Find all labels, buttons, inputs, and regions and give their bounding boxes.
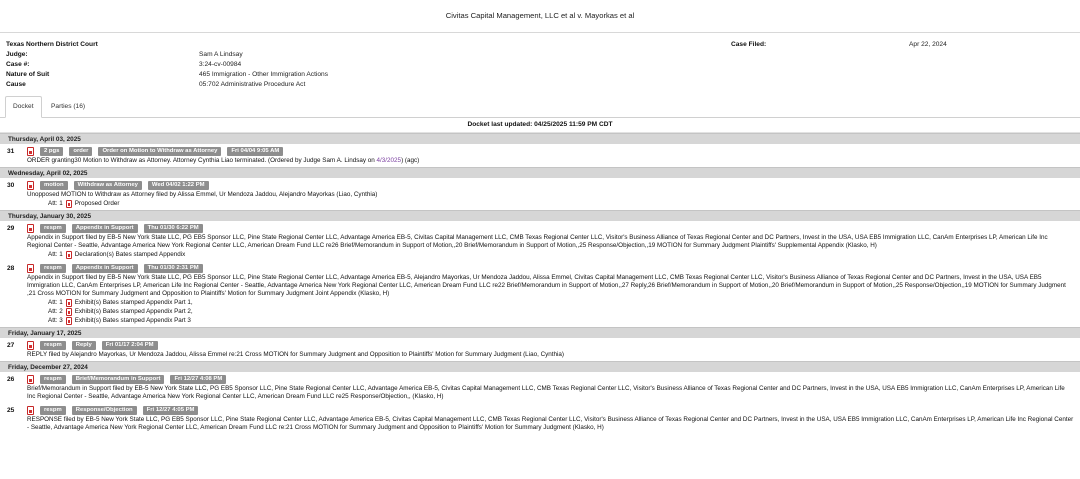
docket-entry	[0, 144, 1080, 167]
entry-number: 30	[7, 182, 15, 189]
attachment-label: Att: 1	[48, 299, 63, 306]
pdf-icon[interactable]	[27, 264, 34, 273]
pdf-icon[interactable]	[27, 341, 34, 350]
entry-description	[27, 416, 1076, 432]
header-bar	[0, 0, 1080, 33]
attachment-name[interactable]: Proposed Order	[74, 200, 120, 207]
pdf-icon[interactable]	[27, 375, 34, 384]
judge-label: Judge:	[6, 51, 28, 58]
attachment[interactable]	[27, 316, 1076, 325]
entry-tag[interactable]: Thu 01/30 2:31 PM	[144, 264, 203, 273]
entry-tag[interactable]: Wed 04/02 1:22 PM	[148, 181, 209, 190]
entry-tag[interactable]: respm	[40, 341, 66, 350]
entry-tags	[27, 405, 1076, 415]
entry-tags	[27, 146, 1076, 156]
day-header: Friday, December 27, 2024	[0, 361, 1080, 372]
nature-of-suit-label: Nature of Suit	[6, 71, 50, 78]
entry-tag[interactable]: respm	[40, 375, 66, 384]
entry-tag[interactable]: Thu 01/30 6:22 PM	[144, 224, 203, 233]
entry-tag[interactable]: respm	[40, 264, 66, 273]
entry-tag[interactable]: Response/Objection	[72, 406, 137, 415]
date-link[interactable]: 4/3/2025	[376, 157, 402, 164]
entry-description	[27, 274, 1076, 298]
entry-tag[interactable]: respm	[40, 224, 66, 233]
pdf-icon[interactable]	[66, 200, 72, 208]
entry-tags	[27, 223, 1076, 233]
pdf-icon[interactable]	[27, 224, 34, 233]
entry-number: 27	[7, 342, 15, 349]
description-text: Appendix in Support filed by EB-5 New York State LLC, PG EB5 Sponsor LLC, Pine State Regional Center LLC, Advantage America EB-5, Civitas Capital Management LLC, CMB Texas Regional Center LLC, Visitor's Business Alliance of Texas Regional Center and DC Partners, Invest in the USA, USA EB5 Immigration LLC, CanAm Enterprises LP, American Life Inc Regional Center - Seattle, Advantage America New York Regional Center LLC, American Dream Fund LLC re26 Brief/Memorandum in Support of Motion,,20 Brief/Memorandum in Support of Motion,,25 Response/Objection,,19 MOTION for Summary Judgment Plaintiffs' Supplemental Appendix (Klasko, H)	[27, 234, 1048, 249]
pdf-icon[interactable]	[66, 317, 72, 325]
attachment-name[interactable]: Exhibit(s) Bates stamped Appendix Part 2,	[74, 308, 193, 315]
description-tail: ) (agc)	[401, 157, 420, 164]
docket-entry	[0, 221, 1080, 261]
attachment-label: Att: 1	[48, 200, 63, 207]
entry-number: 26	[7, 376, 15, 383]
case-number-label: Case #:	[6, 61, 30, 68]
day-header: Wednesday, April 02, 2025	[0, 167, 1080, 178]
entry-description	[27, 385, 1076, 401]
case-filed-label: Case Filed:	[731, 41, 767, 48]
entry-description	[27, 191, 1076, 199]
entry-tag[interactable]: Fri 12/27 4:08 PM	[170, 375, 226, 384]
page-title: Civitas Capital Management, LLC et al v. Mayorkas et al	[445, 11, 635, 21]
case-filed-value: Apr 22, 2024	[909, 41, 947, 48]
entry-tag[interactable]: Appendix in Support	[72, 224, 138, 233]
entry-tag[interactable]: Withdraw as Attorney	[74, 181, 142, 190]
pdf-icon[interactable]	[27, 406, 34, 415]
entry-description	[27, 351, 1076, 359]
cause-label: Cause	[6, 81, 26, 88]
description-text: Brief/Memorandum in Support filed by EB-5 New York State LLC, PG EB5 Sponsor LLC, Pine State Regional Center LLC, Advantage America EB-5, Civitas Capital Management LLC, CMB Texas Regional Center LLC, Visitor's Business Alliance of Texas Regional Center and DC Partners, Invest in the USA, USA EB5 Immigration LLC, CanAm Enterprises LP, American Life Inc Regional Center - Seattle, Advantage America New York Regional Center LLC, American Dream Fund LLC re25 Response/Objection,, (Klasko, H)	[27, 385, 1065, 400]
entry-tags	[27, 340, 1076, 350]
docket-entry	[0, 178, 1080, 210]
entry-number: 25	[7, 407, 15, 414]
entry-tag[interactable]: Reply	[72, 341, 96, 350]
docket-list	[0, 133, 1080, 434]
entry-description	[27, 234, 1076, 250]
docket-entry	[0, 338, 1080, 361]
entry-number: 29	[7, 225, 15, 232]
entry-tag[interactable]: Fri 12/27 4:05 PM	[143, 406, 199, 415]
court-name: Texas Northern District Court	[6, 41, 98, 48]
day-header: Thursday, April 03, 2025	[0, 133, 1080, 144]
entry-number: 31	[7, 148, 15, 155]
description-text: Appendix in Support filed by EB-5 New York State LLC, PG EB5 Sponsor LLC, Pine State Regional Center LLC, Advantage America EB-5, Alejandro Mayorkas, Ur Mendoza Jaddou, Alissa Emmel, Civitas Capital Management LLC, CMB Texas Regional Center LLC, Visitor's Business Alliance of Texas Regional Center and DC Partners, Invest in the USA, USA EB5 Immigration LLC, CanAm Enterprises LP, American Life Inc Regional Center - Seattle, Advantage America New York Regional Center LLC, American Dream Fund LLC re22 Brief/Memorandum in Support of Motion,,27 Reply,26 Brief/Memorandum in Support of Motion,,20 Brief/Memorandum in Support of Motion,,25 Response/Objection,,19 MOTION for Summary Judgment ,21 Cross MOTION for Summary Judgment and Opposition to Plaintiffs' Motion for Summary Judgment Joint Appendix (Klasko, H)	[27, 274, 1066, 297]
entry-tag[interactable]: Appendix in Support	[72, 264, 138, 273]
cause-value: 05:702 Administrative Procedure Act	[199, 81, 306, 88]
attachment-label: Att: 1	[48, 251, 63, 258]
pdf-icon[interactable]	[66, 299, 72, 307]
entry-tags	[27, 180, 1076, 190]
entry-tag[interactable]: Fri 04/04 9:05 AM	[227, 147, 283, 156]
docket-entry	[0, 403, 1080, 434]
entry-description	[27, 157, 1076, 165]
entry-tag[interactable]: Brief/Memorandum in Support	[72, 375, 165, 384]
entry-tag[interactable]: motion	[40, 181, 68, 190]
attachment-label: Att: 2	[48, 308, 63, 315]
description-text: REPLY filed by Alejandro Mayorkas, Ur Mendoza Jaddou, Alissa Emmel re:21 Cross MOTION for Summary Judgment and Opposition to Plaintiffs' Motion for Summary Judgment (Liao, Cynthia)	[27, 351, 565, 358]
tab-bar	[0, 91, 1080, 118]
attachment-label: Att: 3	[48, 317, 63, 324]
judge-value: Sam A Lindsay	[199, 51, 243, 58]
case-info	[0, 33, 1080, 91]
entry-tag[interactable]: order	[69, 147, 92, 156]
pdf-icon[interactable]	[27, 147, 34, 156]
pdf-icon[interactable]	[66, 251, 72, 259]
tab-parties[interactable]: Parties (16)	[51, 102, 86, 110]
description-text: Unopposed MOTION to Withdraw as Attorney filed by Alissa Emmel, Ur Mendoza Jaddou, Alejandro Mayorkas (Liao, Cynthia)	[27, 191, 378, 198]
docket-entry	[0, 261, 1080, 327]
attachment-name[interactable]: Declaration(s) Bates stamped Appendix	[74, 251, 186, 258]
attachment-name[interactable]: Exhibit(s) Bates stamped Appendix Part 1,	[74, 299, 193, 306]
entry-tag[interactable]: Fri 01/17 2:04 PM	[102, 341, 158, 350]
entry-tags	[27, 374, 1076, 384]
docket-entry	[0, 372, 1080, 403]
attachment[interactable]	[27, 298, 1076, 307]
attachment[interactable]	[27, 199, 1076, 208]
attachment[interactable]	[27, 307, 1076, 316]
attachment[interactable]	[27, 250, 1076, 259]
pdf-icon[interactable]	[66, 308, 72, 316]
tab-docket[interactable]: Docket	[5, 96, 42, 118]
entry-tags	[27, 263, 1076, 273]
pdf-icon[interactable]	[27, 181, 34, 190]
entry-tag[interactable]: respm	[40, 406, 66, 415]
nature-of-suit-value: 465 Immigration - Other Immigration Actions	[199, 71, 328, 78]
description-text: RESPONSE filed by EB-5 New York State LLC, PG EB5 Sponsor LLC, Pine State Regional Center LLC, Advantage America EB-5, Civitas Capital Management LLC, CMB Texas Regional Center LLC, Visitor's Business Alliance of Texas Regional Center and DC Partners, Invest in the USA, USA EB5 Immigration LLC, CanAm Enterprises LP, American Life Inc Regional Center - Seattle, Advantage America New York Regional Center LLC, American Dream Fund LLC re:21 Cross MOTION for Summary Judgment and Opposition to Plaintiffs' Motion for Summary Judgment (Klasko, H)	[27, 416, 1074, 431]
case-number-value: 3:24-cv-00984	[199, 61, 242, 68]
entry-tag[interactable]: 2 pgs	[40, 147, 63, 156]
attachment-name[interactable]: Exhibit(s) Bates stamped Appendix Part 3	[74, 317, 191, 324]
entry-number: 28	[7, 265, 15, 272]
day-header: Friday, January 17, 2025	[0, 327, 1080, 338]
description-text: ORDER granting30 Motion to Withdraw as Attorney. Attorney Cynthia Liao terminated. (Ordered by Judge Sam A. Lindsay on	[27, 157, 377, 164]
docket-updated: Docket last updated: 04/25/2025 11:59 PM CDT	[0, 119, 1080, 133]
day-header: Thursday, January 30, 2025	[0, 210, 1080, 221]
entry-tag[interactable]: Order on Motion to Withdraw as Attorney	[98, 147, 221, 156]
